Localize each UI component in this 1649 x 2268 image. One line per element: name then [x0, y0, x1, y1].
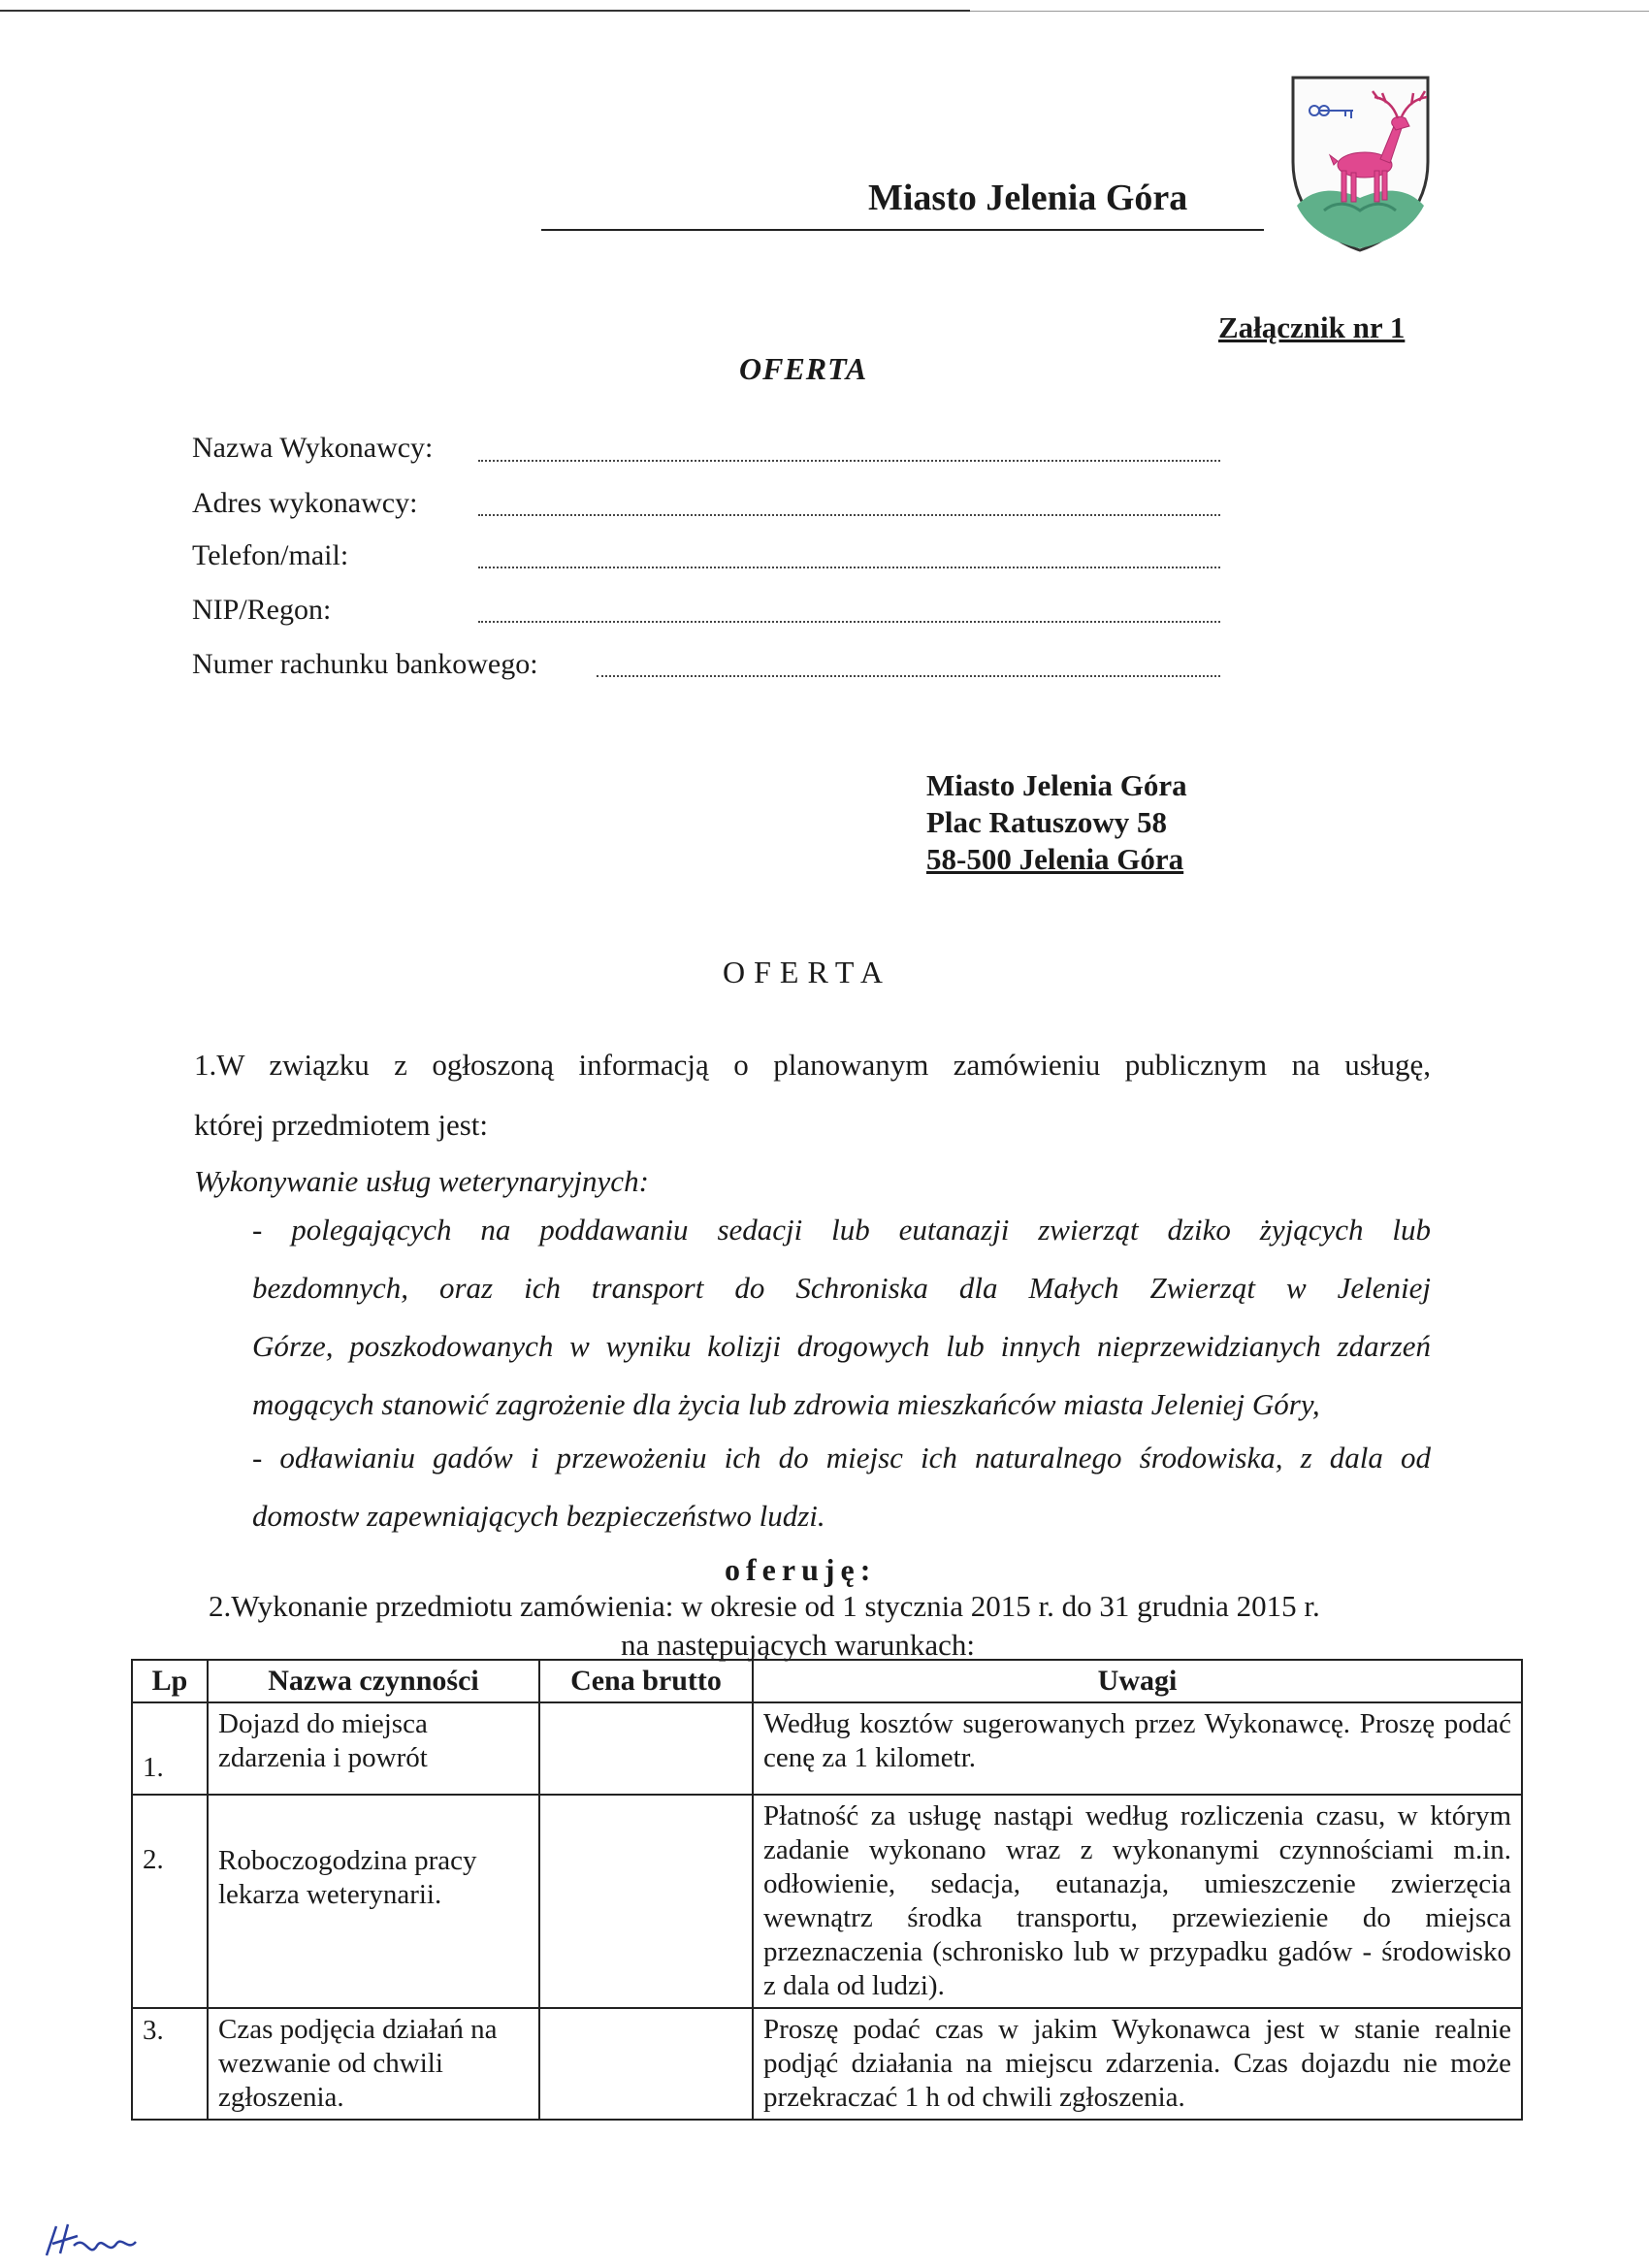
nip-regon-label: NIP/Regon:	[192, 594, 332, 626]
contractor-address-label: Adres wykonawcy:	[192, 487, 418, 519]
contractor-name-label: Nazwa Wykonawcy:	[192, 432, 434, 464]
offer-verb: oferuję:	[725, 1552, 877, 1587]
bank-account-label: Numer rachunku bankowego:	[192, 648, 538, 680]
table-header-row	[132, 1660, 1522, 1702]
row-remarks: Płatność za usługę nastąpi według rozliczenia czasu, w którym zadanie wykonano wraz z wykonanymi czynnościami m.in. odłowienie, sedacja, eutanazja, umieszczenie zwierzęcia wewnątrz środka transportu, przewiezienie do miejsca przeznaczenia (schronisko lub w przypadku gadów - środowisko z dala od ludzi).	[753, 1795, 1522, 2008]
header-price: Cena brutto	[539, 1660, 753, 1702]
handwritten-signature	[39, 2217, 165, 2265]
recipient-city: 58-500 Jelenia Góra	[926, 842, 1184, 876]
top-border	[0, 10, 970, 12]
top-border-light	[970, 11, 1649, 12]
city-title: Miasto Jelenia Góra	[868, 178, 1188, 218]
row-lp: 3.	[132, 2008, 208, 2120]
row-name: Dojazd do miejsca zdarzenia i powrót	[208, 1702, 539, 1795]
bank-account-field[interactable]	[597, 675, 1220, 677]
jelenia-gora-coat-of-arms-icon	[1285, 70, 1436, 254]
service-item-line: mogących stanowić zagrożenie dla życia lub zdrowia mieszkańców miasta Jeleniej Góry,	[252, 1387, 1320, 1421]
service-item-line: - polegających na poddawaniu sedacji lub eutanazji zwierząt dziko żyjących lub	[252, 1213, 1431, 1247]
header-remarks: Uwagi	[753, 1660, 1522, 1702]
table-row	[132, 2008, 1522, 2120]
service-subject: Wykonywanie usług weterynaryjnych:	[194, 1164, 649, 1198]
row-remarks: Według kosztów sugerowanych przez Wykonawcę. Proszę podać cenę za 1 kilometr.	[753, 1702, 1522, 1795]
nip-regon-field[interactable]	[478, 621, 1220, 623]
contractor-address-field[interactable]	[478, 514, 1220, 516]
attachment-number: Załącznik nr 1	[1218, 310, 1406, 344]
offer-heading: OFERTA	[723, 955, 891, 989]
row-name: Czas podjęcia działań na wezwanie od chwili zgłoszenia.	[208, 2008, 539, 2120]
header-rule	[541, 229, 1264, 231]
intro-line-1: 1.W związku z ogłoszoną informacją o planowanym zamówieniu publicznym na usługę,	[194, 1048, 1431, 1082]
header-lp: Lp	[132, 1660, 208, 1702]
service-item-line: bezdomnych, oraz ich transport do Schroniska dla Małych Zwierząt w Jeleniej	[252, 1271, 1431, 1305]
service-item-line: Górze, poszkodowanych w wyniku kolizji drogowych lub innych nieprzewidzianych zdarzeń	[252, 1329, 1431, 1363]
price-input-cell[interactable]	[539, 1702, 753, 1795]
phone-mail-label: Telefon/mail:	[192, 539, 349, 571]
price-input-cell[interactable]	[539, 1795, 753, 2008]
condition-line-2: na następujących warunkach:	[621, 1628, 975, 1662]
contractor-name-field[interactable]	[478, 460, 1220, 462]
table-row	[132, 1702, 1522, 1795]
row-lp: 1.	[132, 1702, 208, 1795]
phone-mail-field[interactable]	[478, 567, 1220, 568]
condition-line-1: 2.Wykonanie przedmiotu zamówienia: w okresie od 1 stycznia 2015 r. do 31 grudnia 2015 r.	[209, 1589, 1320, 1623]
row-name: Roboczogodzina pracy lekarza weterynarii.	[208, 1795, 539, 2008]
conditions-table	[131, 1659, 1523, 2121]
table-row	[132, 1795, 1522, 2008]
price-input-cell[interactable]	[539, 2008, 753, 2120]
service-item-line: - odławianiu gadów i przewożeniu ich do miejsc ich naturalnego środowiska, z dala od	[252, 1441, 1431, 1474]
recipient-name: Miasto Jelenia Góra	[926, 768, 1187, 802]
recipient-street: Plac Ratuszowy 58	[926, 805, 1167, 839]
header-name: Nazwa czynności	[208, 1660, 539, 1702]
row-remarks: Proszę podać czas w jakim Wykonawca jest w stanie realnie podjąć działania na miejscu zdarzenia. Czas dojazdu nie może przekraczać 1 h od chwili zgłoszenia.	[753, 2008, 1522, 2120]
intro-line-2: której przedmiotem jest:	[194, 1108, 489, 1142]
row-lp: 2.	[132, 1795, 208, 2008]
form-title: OFERTA	[739, 351, 868, 386]
service-item-line: domostw zapewniających bezpieczeństwo ludzi.	[252, 1499, 825, 1533]
